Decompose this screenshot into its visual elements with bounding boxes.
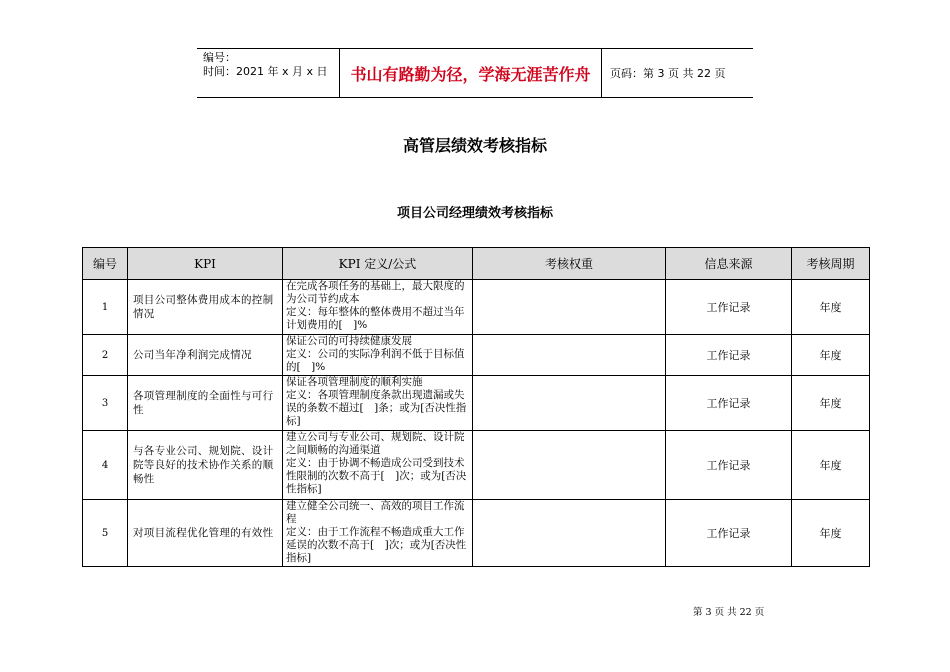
kpi-weight xyxy=(473,431,666,500)
info-source: 工作记录 xyxy=(666,280,792,335)
row-number: 4 xyxy=(83,431,128,500)
table-row xyxy=(83,376,870,431)
page-header xyxy=(197,48,753,98)
kpi-weight xyxy=(473,376,666,431)
header-motto: 书山有路勤为径，学海无涯苦作舟 xyxy=(340,49,602,97)
col-header-number: 编号 xyxy=(83,248,128,280)
info-source: 工作记录 xyxy=(666,431,792,500)
assessment-cycle: 年度 xyxy=(792,500,870,567)
row-number: 5 xyxy=(83,500,128,567)
page-title: 高管层绩效考核指标 xyxy=(402,136,547,155)
col-header-source: 信息来源 xyxy=(666,248,792,280)
assessment-cycle: 年度 xyxy=(792,376,870,431)
header-page-code: 页码：第 3 页 共 22 页 xyxy=(610,67,726,80)
kpi-weight xyxy=(473,335,666,376)
assessment-cycle: 年度 xyxy=(792,431,870,500)
table-title: 项目公司经理绩效考核指标 xyxy=(396,206,553,221)
table-row xyxy=(83,335,870,376)
kpi-weight xyxy=(473,280,666,335)
assessment-cycle: 年度 xyxy=(792,280,870,335)
kpi-weight xyxy=(473,500,666,567)
kpi-name: 对项目流程优化管理的有效性 xyxy=(128,500,283,567)
kpi-name: 与各专业公司、规划院、设计院等良好的技术协作关系的顺畅性 xyxy=(128,431,283,500)
document-date: 时间：2021 年 x 月 x 日 xyxy=(203,65,328,78)
kpi-table xyxy=(82,247,870,567)
kpi-definition: 保证各项管理制度的顺利实施 定义：各项管理制度条款出现遗漏或失误的条数不超过[ ]条；或为[否决性指标] xyxy=(283,376,473,431)
col-header-kpi: KPI xyxy=(128,248,283,280)
kpi-name: 项目公司整体费用成本的控制情况 xyxy=(128,280,283,335)
col-header-definition: KPI 定义/公式 xyxy=(283,248,473,280)
info-source: 工作记录 xyxy=(666,500,792,567)
document-number: 编号： xyxy=(203,51,236,64)
kpi-definition: 建立健全公司统一、高效的项目工作流程 定义：由于工作流程不畅造成重大工作延误的次数不高于[ ]次；或为[否决性指标] xyxy=(283,500,473,567)
info-source: 工作记录 xyxy=(666,335,792,376)
col-header-weight: 考核权重 xyxy=(473,248,666,280)
kpi-name: 公司当年净利润完成情况 xyxy=(128,335,283,376)
row-number: 2 xyxy=(83,335,128,376)
table-row xyxy=(83,500,870,567)
assessment-cycle: 年度 xyxy=(792,335,870,376)
header-meta xyxy=(197,49,340,97)
kpi-definition: 保证公司的可持续健康发展 定义：公司的实际净利润不低于目标值的[ ]% xyxy=(283,335,473,376)
info-source: 工作记录 xyxy=(666,376,792,431)
row-number: 1 xyxy=(83,280,128,335)
col-header-cycle: 考核周期 xyxy=(792,248,870,280)
kpi-name: 各项管理制度的全面性与可行性 xyxy=(128,376,283,431)
table-row xyxy=(83,280,870,335)
table-row xyxy=(83,431,870,500)
kpi-definition: 建立公司与专业公司、规划院、设计院之间顺畅的沟通渠道 定义：由于协调不畅造成公司受到技术性限制的次数不高于[ ]次；或为[否决性指标] xyxy=(283,431,473,500)
kpi-definition: 在完成各项任务的基础上，最大限度的为公司节约成本 定义：每年整体的整体费用不超过当年计划费用的[ ]% xyxy=(283,280,473,335)
page-footer: 第 3 页 共 22 页 xyxy=(693,607,765,618)
row-number: 3 xyxy=(83,376,128,431)
table-header-row xyxy=(83,248,870,280)
